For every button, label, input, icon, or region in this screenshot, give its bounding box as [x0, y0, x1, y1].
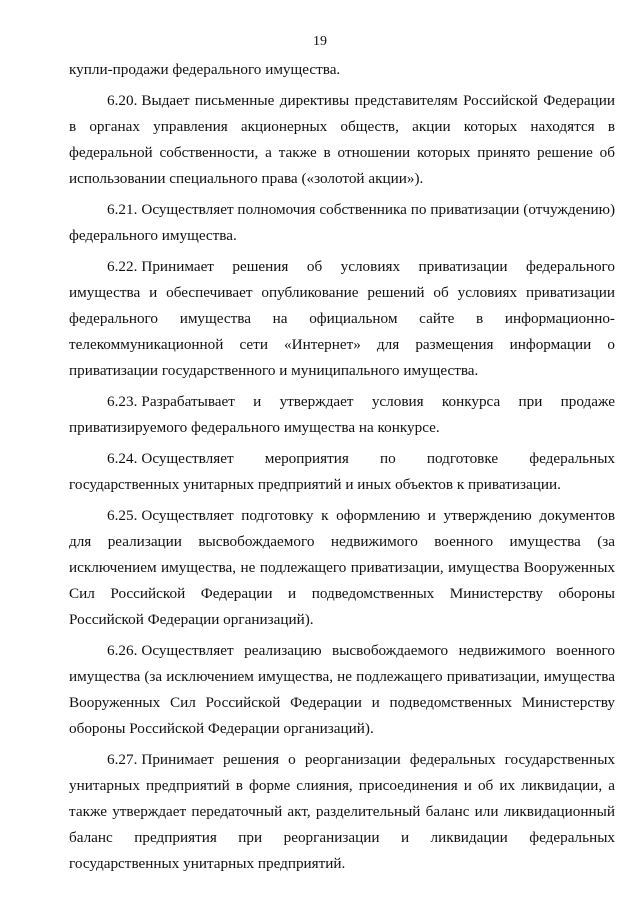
paragraph-text: Осуществляет реализацию высвобождаемого недвижимого военного имущества (за исключением имущества, не подлежащего приватизации, имущества Вооруженных Сил Российской Федерации и подведомственных Министерству обороны Российской Федерации организаций).	[69, 642, 615, 737]
paragraph-6-27	[69, 747, 615, 877]
paragraph-6-24	[69, 446, 615, 498]
paragraph-number: 6.26.	[107, 642, 138, 659]
paragraph-text: Осуществляет подготовку к оформлению и утверждению документов для реализации высвобождаемого недвижимого военного имущества (за исключением имущества, не подлежащего приватизации, имущества Вооруженных Сил Российской Федерации и подведомственных Министерству обороны Российской Федерации организаций).	[69, 507, 615, 628]
paragraph-text: Осуществляет полномочия собственника по приватизации (отчуждению) федерального имущества.	[69, 201, 615, 244]
paragraph-6-26	[69, 638, 615, 742]
paragraph-number: 6.21.	[107, 201, 138, 218]
document-body	[69, 57, 615, 877]
paragraph-number: 6.25.	[107, 507, 138, 524]
page-number: 19	[313, 34, 327, 49]
paragraph-6-20	[69, 88, 615, 192]
paragraph-6-22	[69, 254, 615, 384]
paragraph-number: 6.23.	[107, 393, 138, 410]
paragraph-text: Выдает письменные директивы представителям Российской Федерации в органах управления акционерных обществ, акции которых находятся в федеральной собственности, а также в отношении которых принято решение об использовании специального права («золотой акции»).	[69, 92, 615, 187]
paragraph-number: 6.20.	[107, 92, 138, 109]
paragraph-6-21	[69, 197, 615, 249]
paragraph-6-23	[69, 389, 615, 441]
continuation-text: купли-продажи федерального имущества.	[69, 61, 341, 78]
paragraph-text: Принимает решения об условиях приватизации федерального имущества и обеспечивает опубликование решений об условиях приватизации федерального имущества на официальном сайте в информационно-телекоммуникационной сети «Интернет» для размещения информации о приватизации государственного и муниципального имущества.	[69, 258, 615, 379]
paragraph-text: Принимает решения о реорганизации федеральных государственных унитарных предприятий в форме слияния, присоединения и об их ликвидации, а также утверждает передаточный акт, разделительный баланс или ликвидационный баланс предприятия при реорганизации и ликвидации федеральных государственных унитарных предприятий.	[69, 751, 615, 872]
paragraph-number: 6.22.	[107, 258, 138, 275]
paragraph-number: 6.27.	[107, 751, 138, 768]
paragraph-text: Осуществляет мероприятия по подготовке федеральных государственных унитарных предприятий и иных объектов к приватизации.	[69, 450, 615, 493]
paragraph-6-25	[69, 503, 615, 633]
paragraph-number: 6.24.	[107, 450, 138, 467]
paragraph-text: Разрабатывает и утверждает условия конкурса при продаже приватизируемого федерального имущества на конкурсе.	[69, 393, 615, 436]
